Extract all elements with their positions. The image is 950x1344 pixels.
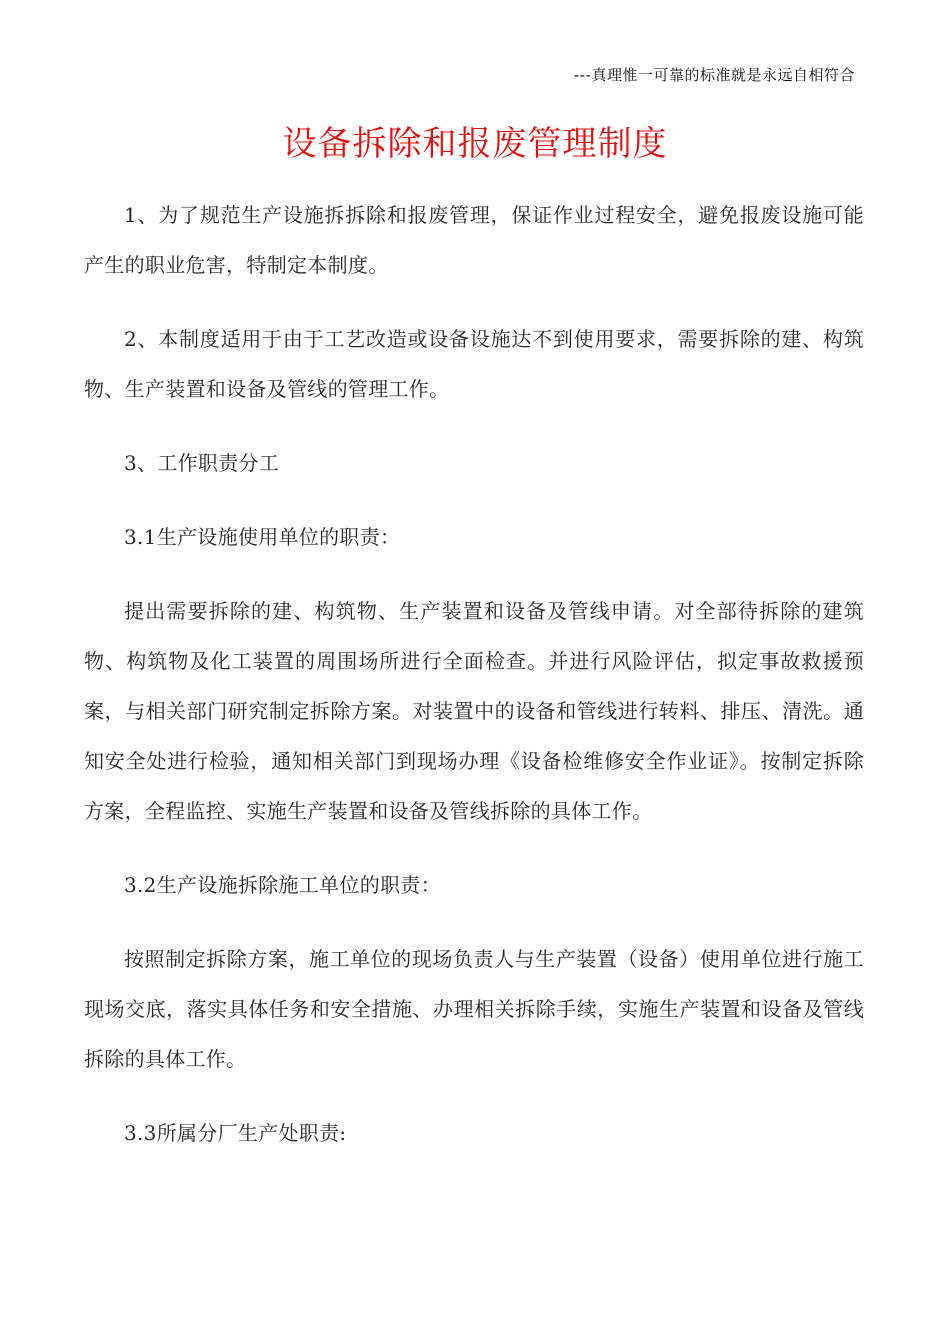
subsection-heading-3-1: 3.1生产设施使用单位的职责： [124,525,401,549]
header-motto: ---真理惟一可靠的标准就是永远自相符合 [573,66,855,84]
document-body [84,190,864,1182]
subsection-heading-3-3: 3.3所属分厂生产处职责: [124,1121,347,1145]
document-title: 设备拆除和报废管理制度 [282,124,668,164]
section-heading-responsibilities: 3、工作职责分工 [124,451,280,475]
subsection-heading-3-2: 3.2生产设施拆除施工单位的职责： [124,873,441,897]
paragraph-3-2-body: 按照制定拆除方案，施工单位的现场负责人与生产装置（设备）使用单位进行施工现场交底，落实具体任务和安全措施、办理相关拆除手续，实施生产装置和设备及管线拆除的具体工作。 [84,947,864,1071]
paragraph-3-1-body: 提出需要拆除的建、构筑物、生产装置和设备及管线申请。对全部待拆除的建筑物、构筑物及化工装置的周围场所进行全面检查。并进行风险评估，拟定事故救援预案，与相关部门研究制定拆除方案。对装置中的设备和管线进行转料、排压、清洗。通知安全处进行检验，通知相关部门到现场办理《设备检维修安全作业证》。按制定拆除方案，全程监控、实施生产装置和设备及管线拆除的具体工作。 [84,599,864,823]
paragraph-scope: 2、本制度适用于由于工艺改造或设备设施达不到使用要求，需要拆除的建、构筑物、生产装置和设备及管线的管理工作。 [84,327,864,401]
paragraph-purpose: 1、为了规范生产设施拆拆除和报废管理，保证作业过程安全，避免报废设施可能产生的职业危害，特制定本制度。 [84,203,864,277]
